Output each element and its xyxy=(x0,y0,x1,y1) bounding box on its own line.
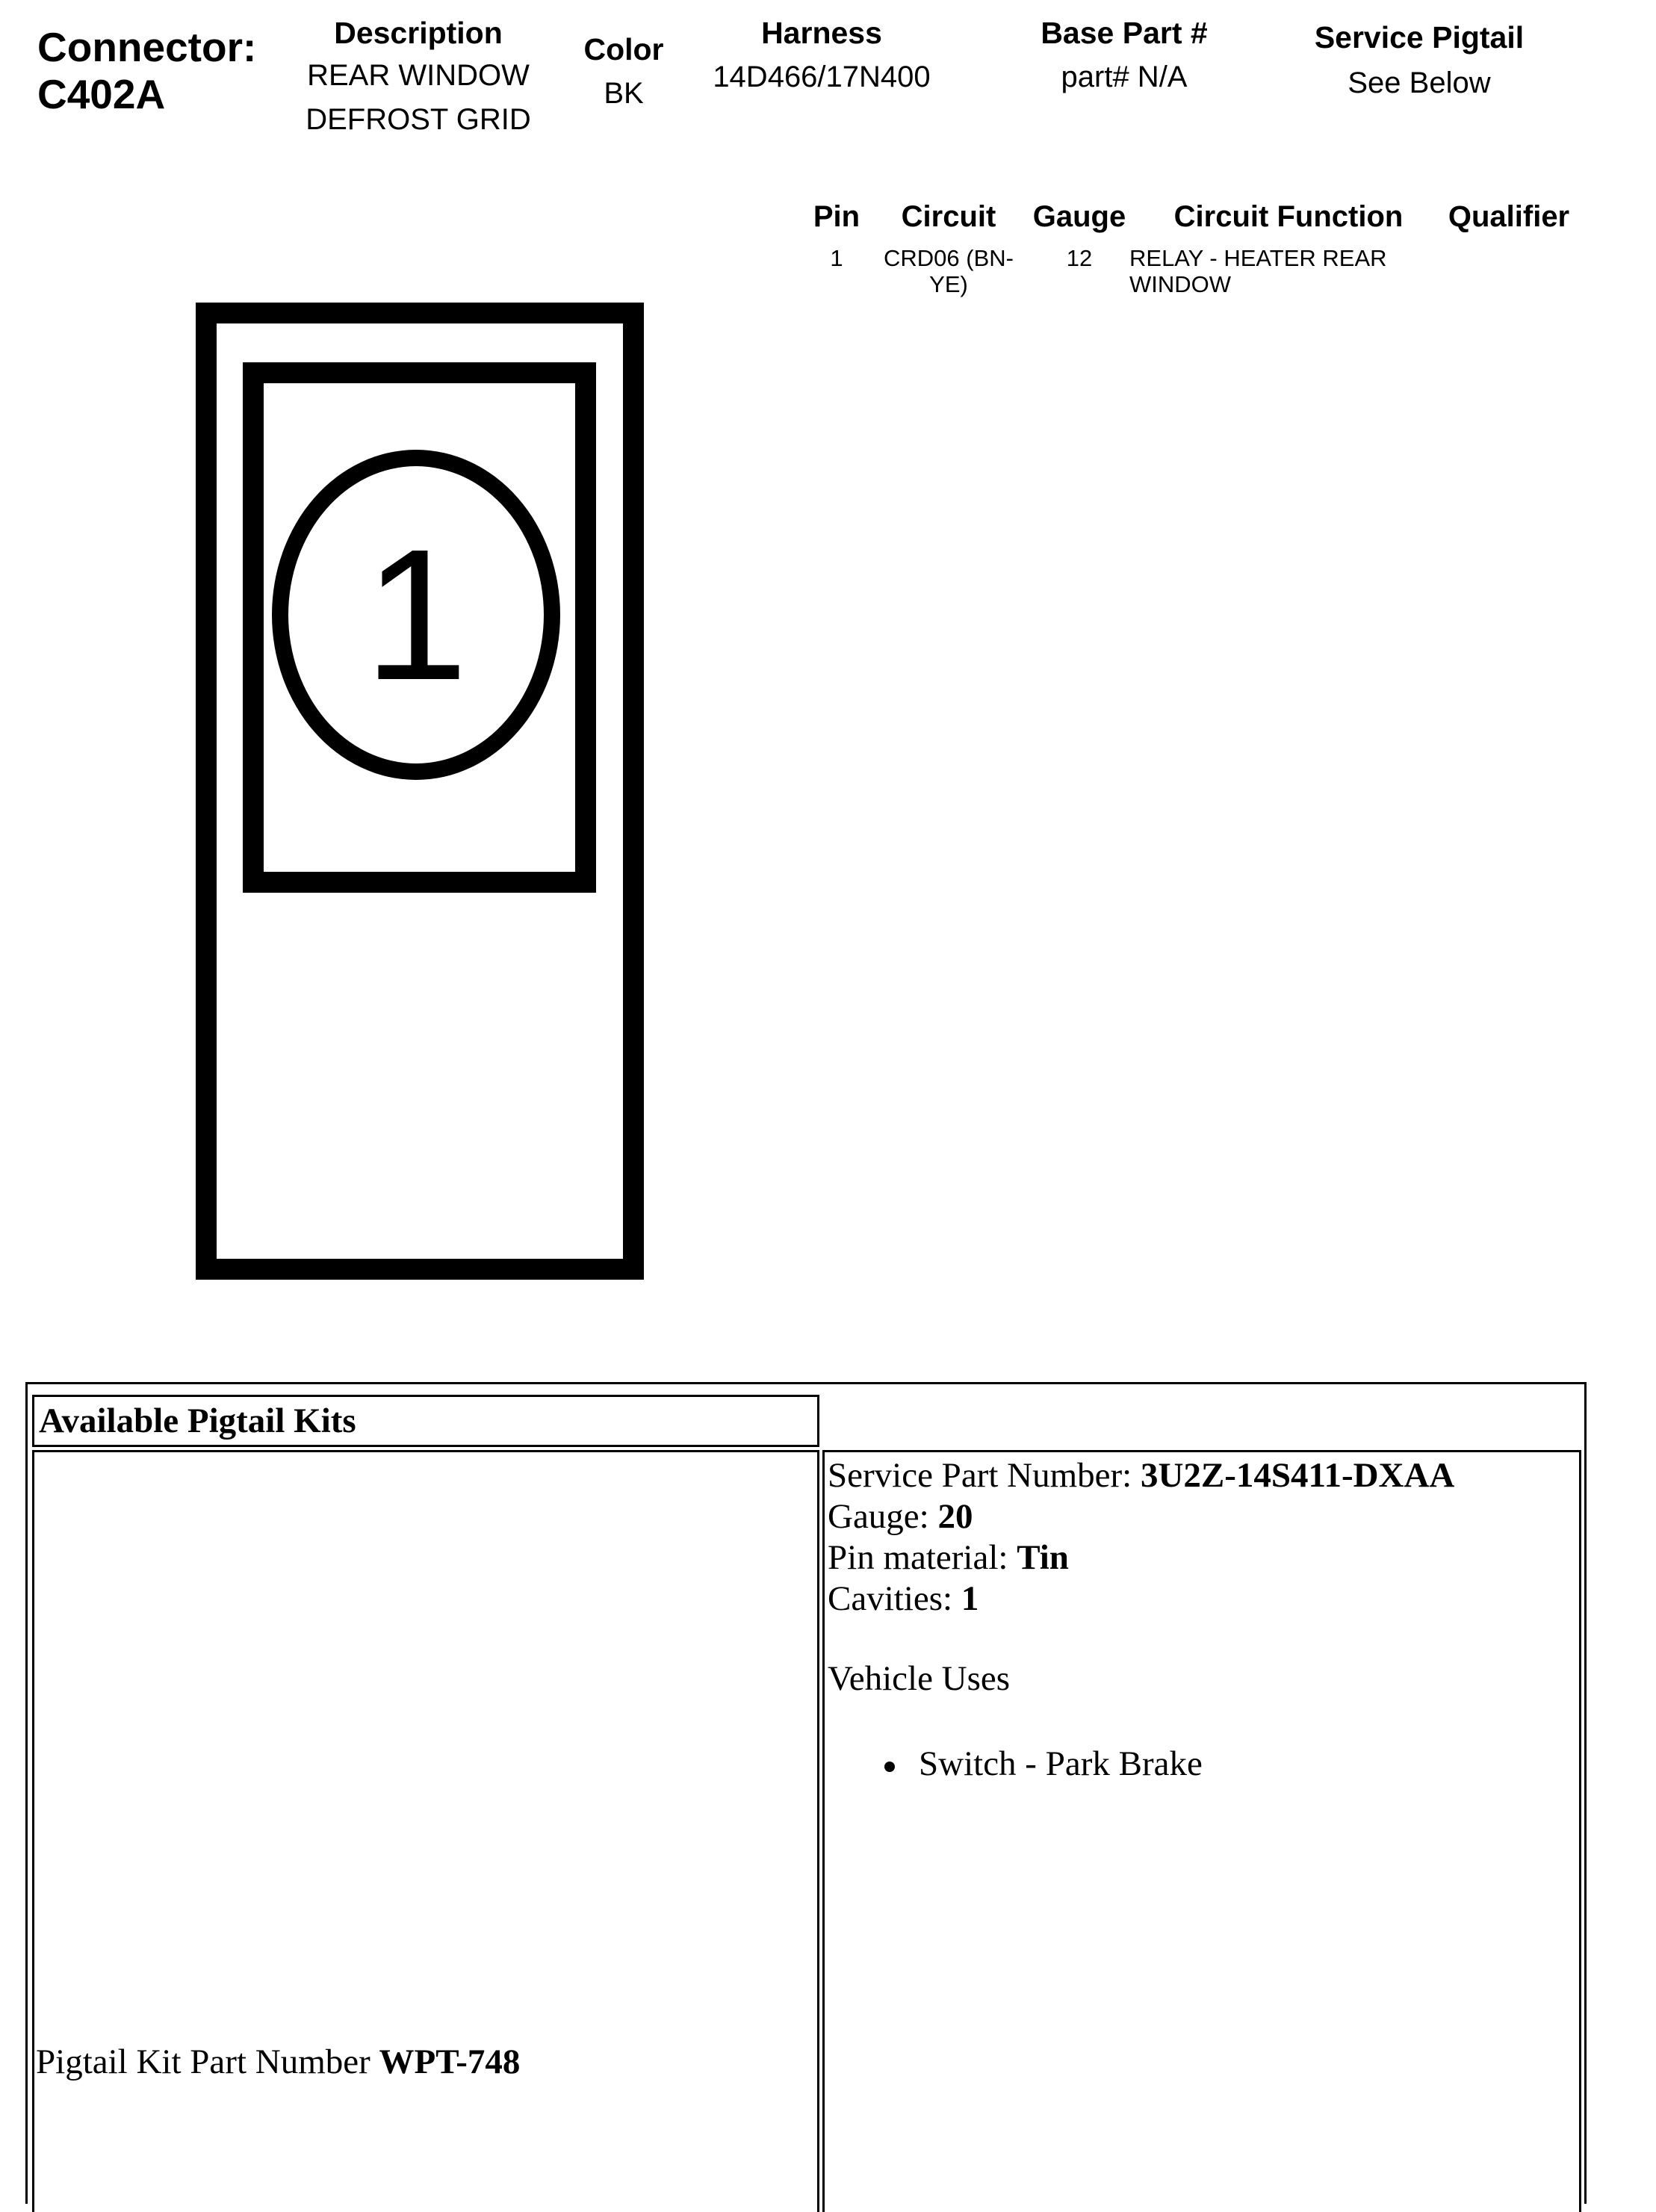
pigtail-kit-left-cell xyxy=(32,1450,819,2212)
base-part-value: part# N/A xyxy=(1061,61,1188,93)
kit-cavities xyxy=(828,1579,1454,1620)
service-part-number xyxy=(828,1455,1454,1496)
connector-id: C402A xyxy=(37,71,166,117)
color-value: BK xyxy=(604,77,644,110)
service-part-label: Service Part Number: xyxy=(828,1456,1141,1495)
pigtail-kits-title: Available Pigtail Kits xyxy=(39,1401,356,1440)
pin-header: Pin xyxy=(813,200,860,233)
base-part-header: Base Part # xyxy=(1041,16,1208,50)
connector-label: Connector: xyxy=(37,24,257,70)
function-line-1: RELAY - HEATER REAR xyxy=(1129,245,1387,271)
pigtail-kit-details xyxy=(828,1455,1454,1620)
circuit-header: Circuit xyxy=(901,200,996,233)
pin-number: 1 xyxy=(830,245,843,271)
kit-gauge-value: 20 xyxy=(937,1497,973,1536)
pigtail-kit-part-number xyxy=(36,2042,521,2081)
description-header: Description xyxy=(334,16,503,50)
circuit-function-value xyxy=(1129,245,1428,297)
circuit-line-2: YE) xyxy=(929,271,968,298)
gauge-value: 12 xyxy=(1066,245,1093,271)
kit-cavities-value: 1 xyxy=(961,1579,979,1618)
description-column xyxy=(295,18,542,137)
pigtail-kit-part-label: Pigtail Kit Part Number xyxy=(36,2042,379,2081)
kit-cavities-label: Cavities: xyxy=(828,1579,961,1618)
harness-value: 14D466/17N400 xyxy=(713,61,931,93)
list-item xyxy=(885,1745,1203,1784)
harness-header: Harness xyxy=(761,16,882,50)
service-pigtail-column xyxy=(1292,22,1546,100)
circuit-value xyxy=(878,245,1020,297)
circuit-function-header: Circuit Function xyxy=(1173,200,1404,233)
kit-gauge xyxy=(828,1496,1454,1537)
description-line-1: REAR WINDOW xyxy=(307,59,530,92)
pigtail-kit-part-value: WPT-748 xyxy=(379,2042,521,2081)
kit-gauge-label: Gauge: xyxy=(828,1497,938,1536)
pin-cavity-number: 1 xyxy=(364,510,468,719)
color-header: Color xyxy=(583,32,664,66)
service-part-value: 3U2Z-14S411-DXAA xyxy=(1140,1456,1455,1495)
kit-pin-material-value: Tin xyxy=(1017,1538,1069,1577)
kit-pin-material xyxy=(828,1537,1454,1579)
description-line-2: DEFROST GRID xyxy=(306,102,531,136)
gauge-header: Gauge xyxy=(1032,200,1126,233)
harness-column xyxy=(695,18,949,94)
function-line-2: WINDOW xyxy=(1129,271,1232,298)
vehicle-uses-title: Vehicle Uses xyxy=(828,1659,1011,1698)
service-pigtail-value: See Below xyxy=(1348,66,1491,99)
base-part-column xyxy=(1001,18,1247,94)
circuit-line-1: CRD06 (BN- xyxy=(884,245,1014,271)
qualifier-header: Qualifier xyxy=(1448,200,1570,233)
service-pigtail-header: Service Pigtail xyxy=(1314,20,1525,55)
vehicle-use-label: Switch - Park Brake xyxy=(919,1744,1203,1783)
pigtail-kits-title-cell xyxy=(32,1395,819,1447)
kit-pin-material-label: Pin material: xyxy=(828,1538,1017,1577)
color-column xyxy=(568,34,680,111)
